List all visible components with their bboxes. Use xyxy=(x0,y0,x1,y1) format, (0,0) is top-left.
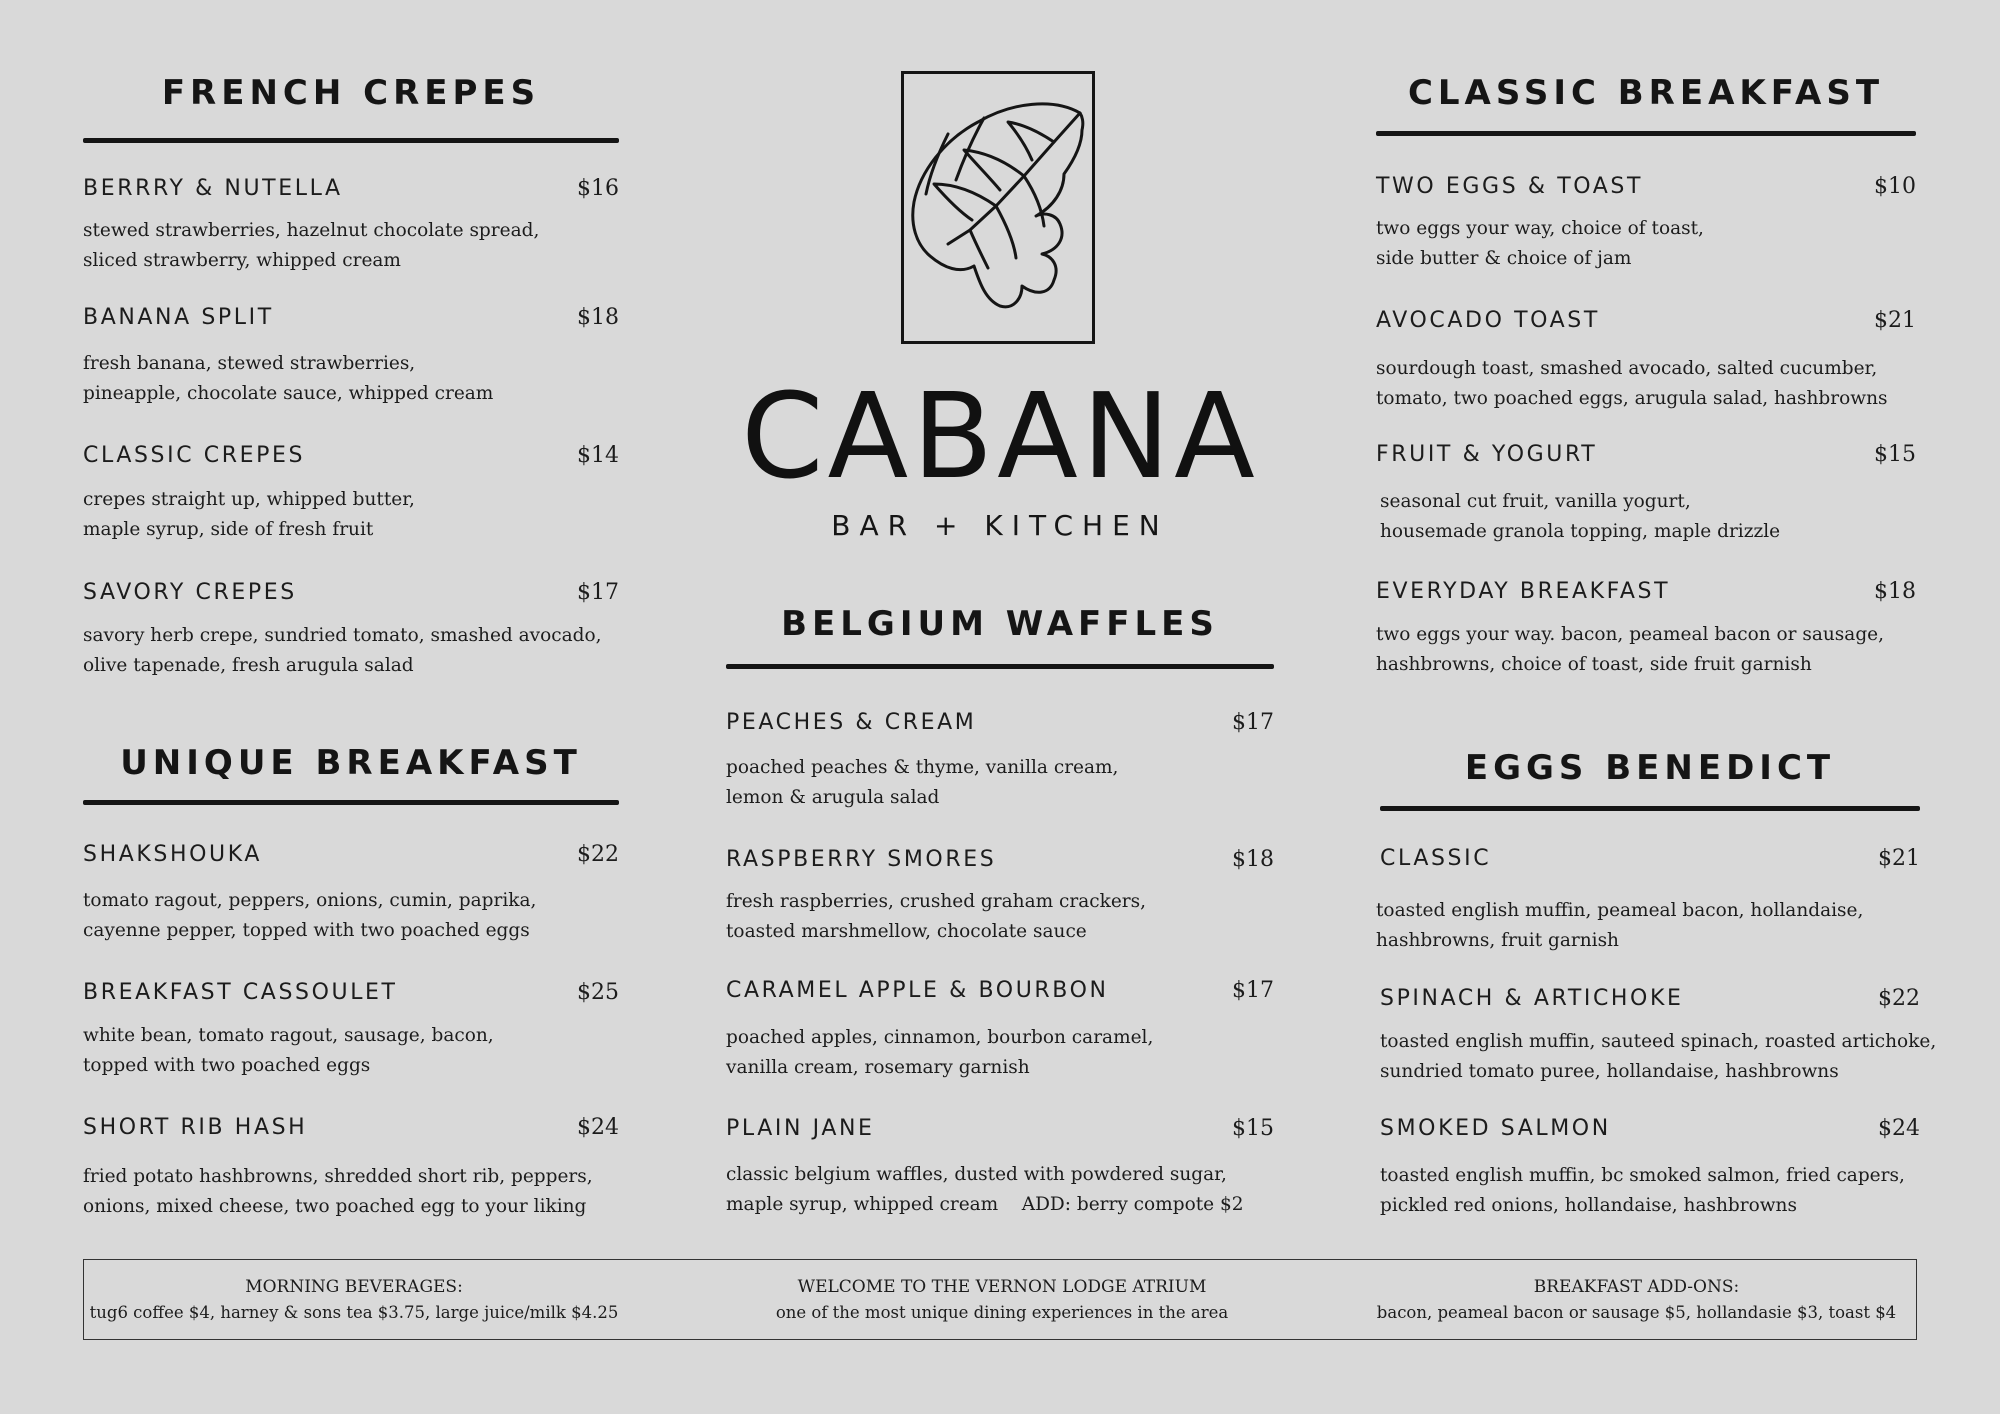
item-price: $22 xyxy=(1878,986,1920,1011)
item-name: BERRRY & NUTELLA xyxy=(83,176,343,201)
section-divider xyxy=(1376,131,1916,136)
section-title: UNIQUE BREAKFAST xyxy=(120,743,582,783)
item-name: CLASSIC xyxy=(1380,846,1492,871)
section-title: FRENCH CREPES xyxy=(161,73,541,113)
item-price: $17 xyxy=(577,580,619,605)
item-price: $17 xyxy=(1232,710,1274,735)
item-description: fresh banana, stewed strawberries, pineapple, chocolate sauce, whipped cream xyxy=(83,353,494,404)
item-name: SAVORY CREPES xyxy=(83,580,297,605)
item-description: sourdough toast, smashed avocado, salted cucumber, tomato, two poached eggs, arugula salad, hashbrowns xyxy=(1376,358,1888,409)
item-price: $16 xyxy=(577,176,619,201)
addons-text: bacon, peameal bacon or sausage $5, hollandasie $3, toast $4 xyxy=(1376,1303,1897,1322)
item-name: BANANA SPLIT xyxy=(83,305,274,330)
item-description: fresh raspberries, crushed graham crackers, toasted marshmellow, chocolate sauce xyxy=(726,891,1146,942)
section-title: CLASSIC BREAKFAST xyxy=(1407,73,1885,113)
item-description: tomato ragout, peppers, onions, cumin, paprika, cayenne pepper, topped with two poached eggs xyxy=(83,890,537,941)
section-divider xyxy=(83,800,619,805)
item-description: stewed strawberries, hazelnut chocolate spread, sliced strawberry, whipped cream xyxy=(83,220,540,271)
item-description: poached apples, cinnamon, bourbon caramel, vanilla cream, rosemary garnish xyxy=(726,1027,1154,1078)
welcome-note xyxy=(704,1274,1300,1326)
item-description: two eggs your way, choice of toast, side butter & choice of jam xyxy=(1376,218,1704,269)
item-name: BREAKFAST CASSOULET xyxy=(83,980,398,1005)
beverages-text: tug6 coffee $4, harney & sons tea $3.75, large juice/milk $4.25 xyxy=(89,1303,619,1322)
item-description: savory herb crepe, sundried tomato, smashed avocado, olive tapenade, fresh arugula salad xyxy=(83,625,602,676)
item-price: $22 xyxy=(577,842,619,867)
item-name: EVERYDAY BREAKFAST xyxy=(1376,579,1671,604)
item-price: $15 xyxy=(1232,1116,1274,1141)
item-price: $17 xyxy=(1232,978,1274,1003)
item-price: $21 xyxy=(1874,308,1916,333)
monstera-leaf-icon xyxy=(904,74,1092,341)
item-name: RASPBERRY SMORES xyxy=(726,847,997,872)
belgium-waffles-section xyxy=(726,601,1274,669)
welcome-title: WELCOME TO THE VERNON LODGE ATRIUM xyxy=(797,1277,1207,1297)
item-price: $15 xyxy=(1874,442,1916,467)
item-name: TWO EGGS & TOAST xyxy=(1376,174,1644,199)
eggs-benedict-section xyxy=(1380,745,1920,811)
item-description: seasonal cut fruit, vanilla yogurt, housemade granola topping, maple drizzle xyxy=(1380,491,1781,542)
item-name: CLASSIC CREPES xyxy=(83,443,306,468)
item-price: $24 xyxy=(577,1115,619,1140)
item-description: toasted english muffin, sauteed spinach, roasted artichoke, sundried tomato puree, hollandaise, hashbrowns xyxy=(1380,1031,1937,1082)
item-description: poached peaches & thyme, vanilla cream, lemon & arugula salad xyxy=(726,757,1119,808)
item-description: toasted english muffin, bc smoked salmon, fried capers, pickled red onions, hollandaise, hashbrowns xyxy=(1380,1165,1905,1216)
item-price: $18 xyxy=(1874,579,1916,604)
item-name: FRUIT & YOGURT xyxy=(1376,442,1598,467)
item-name: CARAMEL APPLE & BOURBON xyxy=(726,978,1109,1003)
item-description: classic belgium waffles, dusted with powdered sugar, maple syrup, whipped cream ADD: berry compote $2 xyxy=(726,1164,1244,1215)
section-divider xyxy=(1380,806,1920,811)
section-divider xyxy=(726,664,1274,669)
welcome-text: one of the most unique dining experiences in the area xyxy=(775,1303,1229,1322)
item-description: white bean, tomato ragout, sausage, bacon, topped with two poached eggs xyxy=(83,1025,494,1076)
french-crepes-section xyxy=(83,70,619,143)
item-name: AVOCADO TOAST xyxy=(1376,308,1600,333)
item-name: SMOKED SALMON xyxy=(1380,1116,1611,1141)
item-name: SHORT RIB HASH xyxy=(83,1115,308,1140)
section-divider xyxy=(83,138,619,143)
item-description: toasted english muffin, peameal bacon, hollandaise, hashbrowns, fruit garnish xyxy=(1376,900,1864,951)
footer-info-box xyxy=(83,1259,1917,1340)
section-title: EGGS BENEDICT xyxy=(1464,748,1836,788)
brand-tagline: BAR + KITCHEN xyxy=(831,509,1169,542)
item-price: $14 xyxy=(577,443,619,468)
item-price: $25 xyxy=(577,980,619,1005)
section-title: BELGIUM WAFFLES xyxy=(781,604,1219,644)
unique-breakfast-section xyxy=(83,740,619,805)
item-description: fried potato hashbrowns, shredded short rib, peppers, onions, mixed cheese, two poached egg to your liking xyxy=(83,1166,593,1217)
item-price: $24 xyxy=(1878,1116,1920,1141)
item-price: $18 xyxy=(1232,847,1274,872)
item-description: two eggs your way. bacon, peameal bacon or sausage, hashbrowns, choice of toast, side fruit garnish xyxy=(1376,624,1884,675)
item-name: SPINACH & ARTICHOKE xyxy=(1380,986,1684,1011)
classic-breakfast-section xyxy=(1376,70,1916,136)
item-price: $10 xyxy=(1874,174,1916,199)
logo-frame xyxy=(901,71,1095,344)
breakfast-addons xyxy=(1364,1274,1909,1326)
morning-beverages xyxy=(84,1274,624,1326)
item-name: PLAIN JANE xyxy=(726,1116,875,1141)
addons-title: BREAKFAST ADD-ONS: xyxy=(1533,1277,1740,1297)
brand-name: CABANA xyxy=(741,367,1259,505)
item-name: PEACHES & CREAM xyxy=(726,710,977,735)
item-price: $21 xyxy=(1878,846,1920,871)
item-name: SHAKSHOUKA xyxy=(83,842,263,867)
beverages-title: MORNING BEVERAGES: xyxy=(245,1277,463,1297)
item-description: crepes straight up, whipped butter, maple syrup, side of fresh fruit xyxy=(83,489,415,540)
item-price: $18 xyxy=(577,305,619,330)
